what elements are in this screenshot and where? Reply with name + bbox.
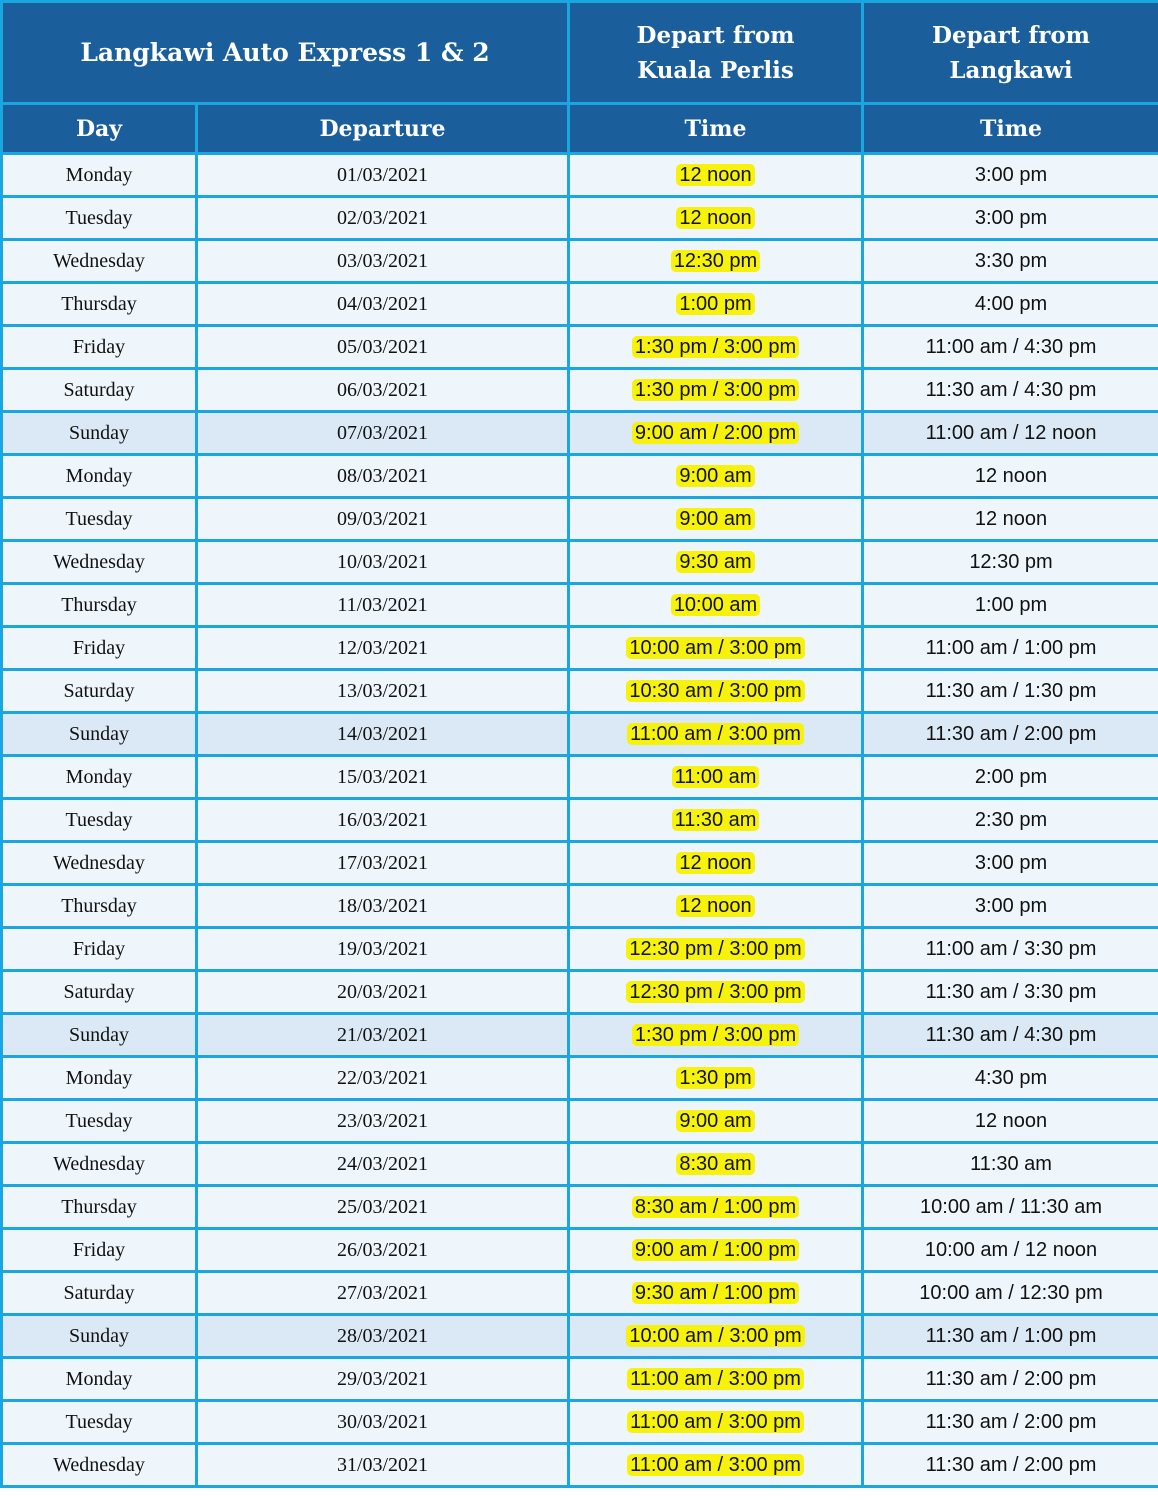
highlighted-time-kuala-perlis: 12:30 pm <box>671 250 760 272</box>
row-time-langkawi: 1:00 pm <box>863 584 1158 627</box>
row-time-langkawi: 10:00 am / 12:30 pm <box>863 1272 1158 1315</box>
row-departure-date: 01/03/2021 <box>197 154 569 197</box>
row-time-langkawi: 11:30 am / 1:00 pm <box>863 1315 1158 1358</box>
highlighted-time-kuala-perlis: 12 noon <box>676 852 754 874</box>
table-row <box>2 670 1158 713</box>
table-row <box>2 197 1158 240</box>
row-time-kuala-perlis-cell <box>569 1186 863 1229</box>
row-departure-date: 17/03/2021 <box>197 842 569 885</box>
row-departure-date: 29/03/2021 <box>197 1358 569 1401</box>
row-time-langkawi: 11:00 am / 4:30 pm <box>863 326 1158 369</box>
highlighted-time-kuala-perlis: 1:30 pm / 3:00 pm <box>632 1024 799 1046</box>
row-departure-date: 30/03/2021 <box>197 1401 569 1444</box>
row-time-langkawi: 11:30 am / 4:30 pm <box>863 1014 1158 1057</box>
header-time-langkawi: Time <box>863 104 1158 154</box>
row-departure-date: 05/03/2021 <box>197 326 569 369</box>
row-time-kuala-perlis-cell <box>569 455 863 498</box>
row-time-langkawi: 4:30 pm <box>863 1057 1158 1100</box>
row-time-kuala-perlis-cell <box>569 627 863 670</box>
row-day: Friday <box>2 928 197 971</box>
row-departure-date: 15/03/2021 <box>197 756 569 799</box>
schedule-body <box>2 154 1158 1487</box>
highlighted-time-kuala-perlis: 9:00 am / 1:00 pm <box>632 1239 799 1261</box>
highlighted-time-kuala-perlis: 10:00 am <box>671 594 760 616</box>
row-day: Tuesday <box>2 1100 197 1143</box>
row-departure-date: 07/03/2021 <box>197 412 569 455</box>
row-departure-date: 06/03/2021 <box>197 369 569 412</box>
row-time-langkawi: 11:00 am / 12 noon <box>863 412 1158 455</box>
row-departure-date: 08/03/2021 <box>197 455 569 498</box>
highlighted-time-kuala-perlis: 11:00 am / 3:00 pm <box>627 1368 804 1390</box>
row-time-kuala-perlis-cell <box>569 1358 863 1401</box>
row-time-kuala-perlis-cell <box>569 412 863 455</box>
highlighted-time-kuala-perlis: 11:00 am / 3:00 pm <box>627 723 804 745</box>
row-day: Monday <box>2 756 197 799</box>
highlighted-time-kuala-perlis: 11:30 am <box>672 809 760 831</box>
highlighted-time-kuala-perlis: 9:30 am <box>676 551 754 573</box>
row-time-langkawi: 3:00 pm <box>863 842 1158 885</box>
table-row <box>2 498 1158 541</box>
table-row <box>2 842 1158 885</box>
highlighted-time-kuala-perlis: 9:00 am <box>676 465 754 487</box>
row-time-langkawi: 11:00 am / 3:30 pm <box>863 928 1158 971</box>
highlighted-time-kuala-perlis: 9:00 am / 2:00 pm <box>632 422 799 444</box>
row-time-langkawi: 12 noon <box>863 498 1158 541</box>
header-kp-line2: Kuala Perlis <box>637 56 794 84</box>
row-day: Monday <box>2 1358 197 1401</box>
table-row <box>2 240 1158 283</box>
highlighted-time-kuala-perlis: 1:30 pm / 3:00 pm <box>632 379 799 401</box>
table-title: Langkawi Auto Express 1 & 2 <box>2 2 569 104</box>
row-day: Wednesday <box>2 541 197 584</box>
row-departure-date: 27/03/2021 <box>197 1272 569 1315</box>
row-time-langkawi: 12 noon <box>863 1100 1158 1143</box>
row-day: Monday <box>2 1057 197 1100</box>
highlighted-time-kuala-perlis: 8:30 am / 1:00 pm <box>632 1196 799 1218</box>
row-time-langkawi: 2:30 pm <box>863 799 1158 842</box>
header-day: Day <box>2 104 197 154</box>
row-departure-date: 14/03/2021 <box>197 713 569 756</box>
highlighted-time-kuala-perlis: 9:00 am <box>676 1110 754 1132</box>
row-day: Friday <box>2 326 197 369</box>
row-time-langkawi: 10:00 am / 11:30 am <box>863 1186 1158 1229</box>
table-row <box>2 1401 1158 1444</box>
header-time-kuala-perlis: Time <box>569 104 863 154</box>
row-time-kuala-perlis-cell <box>569 670 863 713</box>
row-time-kuala-perlis-cell <box>569 283 863 326</box>
row-time-langkawi: 12 noon <box>863 455 1158 498</box>
row-day: Saturday <box>2 670 197 713</box>
row-time-kuala-perlis-cell <box>569 1315 863 1358</box>
table-row <box>2 369 1158 412</box>
row-day: Tuesday <box>2 197 197 240</box>
row-departure-date: 16/03/2021 <box>197 799 569 842</box>
row-time-kuala-perlis-cell <box>569 1100 863 1143</box>
row-day: Wednesday <box>2 240 197 283</box>
row-departure-date: 11/03/2021 <box>197 584 569 627</box>
row-time-langkawi: 10:00 am / 12 noon <box>863 1229 1158 1272</box>
row-time-kuala-perlis-cell <box>569 1401 863 1444</box>
row-day: Tuesday <box>2 1401 197 1444</box>
row-time-langkawi: 11:30 am / 2:00 pm <box>863 1358 1158 1401</box>
table-row <box>2 541 1158 584</box>
row-day: Thursday <box>2 584 197 627</box>
row-time-kuala-perlis-cell <box>569 1143 863 1186</box>
row-time-kuala-perlis-cell <box>569 756 863 799</box>
row-departure-date: 09/03/2021 <box>197 498 569 541</box>
row-time-kuala-perlis-cell <box>569 326 863 369</box>
row-time-kuala-perlis-cell <box>569 971 863 1014</box>
table-row <box>2 1272 1158 1315</box>
highlighted-time-kuala-perlis: 10:00 am / 3:00 pm <box>626 637 804 659</box>
highlighted-time-kuala-perlis: 12:30 pm / 3:00 pm <box>626 938 804 960</box>
table-row <box>2 455 1158 498</box>
table-row <box>2 326 1158 369</box>
row-departure-date: 24/03/2021 <box>197 1143 569 1186</box>
header-depart-langkawi <box>863 2 1158 104</box>
header-depart-kuala-perlis <box>569 2 863 104</box>
row-time-kuala-perlis-cell <box>569 584 863 627</box>
table-row <box>2 283 1158 326</box>
highlighted-time-kuala-perlis: 12 noon <box>676 164 754 186</box>
row-day: Saturday <box>2 369 197 412</box>
row-departure-date: 25/03/2021 <box>197 1186 569 1229</box>
row-time-kuala-perlis-cell <box>569 713 863 756</box>
row-day: Sunday <box>2 713 197 756</box>
row-day: Saturday <box>2 971 197 1014</box>
row-time-kuala-perlis-cell <box>569 154 863 197</box>
highlighted-time-kuala-perlis: 9:30 am / 1:00 pm <box>632 1282 799 1304</box>
row-time-kuala-perlis-cell <box>569 1229 863 1272</box>
row-departure-date: 12/03/2021 <box>197 627 569 670</box>
row-time-langkawi: 4:00 pm <box>863 283 1158 326</box>
table-row <box>2 1358 1158 1401</box>
row-departure-date: 28/03/2021 <box>197 1315 569 1358</box>
row-departure-date: 02/03/2021 <box>197 197 569 240</box>
highlighted-time-kuala-perlis: 10:00 am / 3:00 pm <box>626 1325 804 1347</box>
row-day: Thursday <box>2 283 197 326</box>
table-row <box>2 928 1158 971</box>
row-day: Wednesday <box>2 1444 197 1487</box>
table-row <box>2 885 1158 928</box>
row-time-kuala-perlis-cell <box>569 1272 863 1315</box>
row-day: Monday <box>2 455 197 498</box>
row-departure-date: 22/03/2021 <box>197 1057 569 1100</box>
row-time-kuala-perlis-cell <box>569 369 863 412</box>
highlighted-time-kuala-perlis: 11:00 am <box>672 766 760 788</box>
row-time-langkawi: 3:00 pm <box>863 197 1158 240</box>
header-departure: Departure <box>197 104 569 154</box>
row-time-langkawi: 11:30 am / 2:00 pm <box>863 1444 1158 1487</box>
row-departure-date: 18/03/2021 <box>197 885 569 928</box>
highlighted-time-kuala-perlis: 11:00 am / 3:00 pm <box>627 1411 804 1433</box>
row-day: Monday <box>2 154 197 197</box>
row-day: Friday <box>2 627 197 670</box>
table-row <box>2 584 1158 627</box>
row-time-kuala-perlis-cell <box>569 240 863 283</box>
row-time-langkawi: 11:30 am / 2:00 pm <box>863 713 1158 756</box>
table-row <box>2 756 1158 799</box>
row-departure-date: 04/03/2021 <box>197 283 569 326</box>
row-time-langkawi: 3:00 pm <box>863 154 1158 197</box>
highlighted-time-kuala-perlis: 11:00 am / 3:00 pm <box>627 1454 804 1476</box>
row-time-langkawi: 3:30 pm <box>863 240 1158 283</box>
table-row <box>2 627 1158 670</box>
row-departure-date: 13/03/2021 <box>197 670 569 713</box>
row-time-langkawi: 3:00 pm <box>863 885 1158 928</box>
header-kp-line1: Depart from <box>636 21 795 49</box>
table-row <box>2 971 1158 1014</box>
row-time-langkawi: 11:30 am / 4:30 pm <box>863 369 1158 412</box>
row-time-kuala-perlis-cell <box>569 842 863 885</box>
table-row <box>2 1143 1158 1186</box>
row-time-langkawi: 11:30 am <box>863 1143 1158 1186</box>
highlighted-time-kuala-perlis: 12 noon <box>676 207 754 229</box>
row-departure-date: 23/03/2021 <box>197 1100 569 1143</box>
row-time-kuala-perlis-cell <box>569 1057 863 1100</box>
header-lk-line2: Langkawi <box>949 56 1073 84</box>
table-row <box>2 412 1158 455</box>
row-time-langkawi: 11:00 am / 1:00 pm <box>863 627 1158 670</box>
table-row <box>2 713 1158 756</box>
row-departure-date: 10/03/2021 <box>197 541 569 584</box>
highlighted-time-kuala-perlis: 1:00 pm <box>676 293 754 315</box>
highlighted-time-kuala-perlis: 9:00 am <box>676 508 754 530</box>
table-row <box>2 1315 1158 1358</box>
header-row-main <box>2 2 1158 104</box>
table-row <box>2 1186 1158 1229</box>
row-departure-date: 03/03/2021 <box>197 240 569 283</box>
row-departure-date: 31/03/2021 <box>197 1444 569 1487</box>
table-row <box>2 1229 1158 1272</box>
row-day: Thursday <box>2 1186 197 1229</box>
row-time-kuala-perlis-cell <box>569 541 863 584</box>
row-time-kuala-perlis-cell <box>569 197 863 240</box>
table-row <box>2 1014 1158 1057</box>
row-departure-date: 26/03/2021 <box>197 1229 569 1272</box>
row-day: Wednesday <box>2 842 197 885</box>
row-day: Saturday <box>2 1272 197 1315</box>
row-day: Sunday <box>2 412 197 455</box>
highlighted-time-kuala-perlis: 12 noon <box>676 895 754 917</box>
row-time-langkawi: 12:30 pm <box>863 541 1158 584</box>
highlighted-time-kuala-perlis: 1:30 pm / 3:00 pm <box>632 336 799 358</box>
highlighted-time-kuala-perlis: 8:30 am <box>676 1153 754 1175</box>
row-day: Sunday <box>2 1014 197 1057</box>
row-time-kuala-perlis-cell <box>569 928 863 971</box>
row-day: Sunday <box>2 1315 197 1358</box>
row-time-langkawi: 11:30 am / 2:00 pm <box>863 1401 1158 1444</box>
table-row <box>2 154 1158 197</box>
row-departure-date: 20/03/2021 <box>197 971 569 1014</box>
row-day: Thursday <box>2 885 197 928</box>
row-departure-date: 19/03/2021 <box>197 928 569 971</box>
row-departure-date: 21/03/2021 <box>197 1014 569 1057</box>
table-row <box>2 1100 1158 1143</box>
row-time-langkawi: 11:30 am / 1:30 pm <box>863 670 1158 713</box>
row-day: Friday <box>2 1229 197 1272</box>
row-day: Tuesday <box>2 498 197 541</box>
highlighted-time-kuala-perlis: 1:30 pm <box>676 1067 754 1089</box>
row-time-langkawi: 2:00 pm <box>863 756 1158 799</box>
row-time-langkawi: 11:30 am / 3:30 pm <box>863 971 1158 1014</box>
table-row <box>2 1057 1158 1100</box>
row-day: Wednesday <box>2 1143 197 1186</box>
highlighted-time-kuala-perlis: 12:30 pm / 3:00 pm <box>626 981 804 1003</box>
row-time-kuala-perlis-cell <box>569 799 863 842</box>
row-day: Tuesday <box>2 799 197 842</box>
row-time-kuala-perlis-cell <box>569 885 863 928</box>
highlighted-time-kuala-perlis: 10:30 am / 3:00 pm <box>626 680 804 702</box>
row-time-kuala-perlis-cell <box>569 1444 863 1487</box>
table-row <box>2 799 1158 842</box>
header-lk-line1: Depart from <box>932 21 1091 49</box>
row-time-kuala-perlis-cell <box>569 1014 863 1057</box>
header-row-sub <box>2 104 1158 154</box>
table-row <box>2 1444 1158 1487</box>
row-time-kuala-perlis-cell <box>569 498 863 541</box>
